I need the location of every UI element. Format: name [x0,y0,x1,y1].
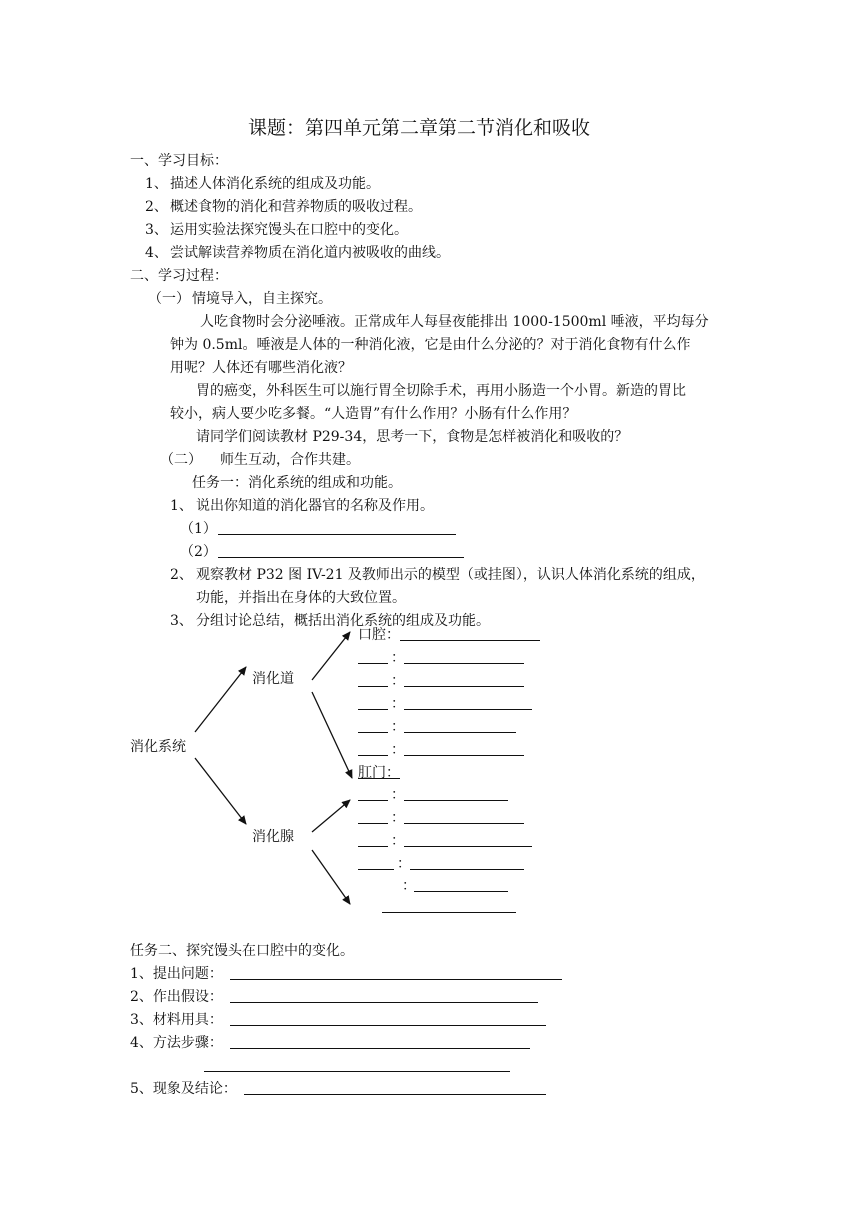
answer-blank[interactable] [404,663,524,664]
task2-step-label: 5、现象及结论： [130,1081,237,1097]
arrow-to-tract [195,667,246,732]
paragraph-line: 胃的癌变，外科医生可以施行胃全切除手术，再用小肠造一个小胃。新造的胃比 [196,383,686,399]
answer-blank[interactable] [410,869,524,870]
answer-blank[interactable] [404,686,524,687]
mouth-label: 口腔： [358,627,400,643]
gland-name-blank[interactable] [358,869,394,870]
task2-heading: 任务二、探究馒头在口腔中的变化。 [130,943,354,959]
section2-title: 师生互动，合作共建。 [220,452,360,468]
paragraph-line: 请同学们阅读教材 P29-34，思考一下，食物是怎样被消化和吸收的？ [196,429,629,445]
organ-name-blank[interactable] [358,663,388,664]
objective-number: 4、 [145,245,168,261]
page-title: 课题：第四单元第二章第二节消化和吸收 [248,117,591,139]
organ-name-blank[interactable] [358,709,388,710]
answer-blank[interactable] [230,979,562,980]
objective-item: 概述食物的消化和营养物质的吸收过程。 [170,199,422,215]
arrow-to-glands [195,758,246,824]
colon-separator: ： [391,810,405,826]
answer-blank[interactable] [404,709,532,710]
colon-separator: ： [391,742,405,758]
task1-heading: 任务一：消化系统的组成和功能。 [192,475,402,491]
objective-number: 3、 [145,222,168,238]
diagram-tract-label: 消化道 [252,671,294,687]
paragraph-line: 较小，病人要少吃多餐。“人造胃”有什么作用？小肠有什么作用？ [170,406,577,422]
colon-separator: ： [402,878,416,894]
question-number: 2、 [170,567,193,583]
answer-blank[interactable] [400,640,540,641]
objective-item: 运用实验法探究馒头在口腔中的变化。 [170,222,408,238]
arrow-glands-up [312,800,350,832]
answer-blank[interactable] [404,846,532,847]
colon-separator: ： [391,787,405,803]
task2-step-label: 1、提出问题： [130,966,223,982]
objectives-heading: 一、学习目标： [130,153,228,169]
paragraph-line: 用呢？人体还有哪些消化液？ [170,360,352,376]
arrow-tract-down [312,692,352,778]
paragraph-line: 人吃食物时会分泌唾液。正常成年人每昼夜能排出 1000-1500ml 唾液，平均每分 [200,314,709,330]
colon-separator: ： [391,833,405,849]
section1-title: 情境导入，自主探究。 [192,291,332,307]
objective-item: 尝试解读营养物质在消化道内被吸收的曲线。 [170,245,450,261]
colon-separator: ： [391,650,405,666]
question-number: 3、 [170,613,193,629]
colon-separator: ： [391,719,405,735]
question-text: 分组讨论总结，概括出消化系统的组成及功能。 [196,613,490,629]
sub-item-label: （1） [180,521,217,537]
task2-step-label: 3、材料用具： [130,1012,223,1028]
arrow-tract-up [312,632,350,680]
colon-separator: ： [391,696,405,712]
gland-name-blank[interactable] [358,846,388,847]
organ-name-blank[interactable] [358,732,388,733]
answer-blank[interactable] [404,823,524,824]
answer-blank[interactable] [244,1094,546,1095]
diagram-glands-label: 消化腺 [252,829,294,845]
objective-number: 1、 [145,176,168,192]
answer-blank[interactable] [404,800,508,801]
objective-item: 描述人体消化系统的组成及功能。 [170,176,380,192]
answer-blank[interactable] [404,732,516,733]
question-text: 功能，并指出在身体的大致位置。 [196,590,406,606]
question-text: 观察教材 P32 图 IV-21 及教师出示的模型（或挂图），认识人体消化系统的组成， [196,567,705,583]
organ-name-blank[interactable] [358,686,388,687]
anus-label: 肛门： [358,765,400,781]
answer-blank[interactable] [204,1071,510,1072]
answer-blank[interactable] [382,912,516,913]
question-number: 1、 [170,498,193,514]
colon-separator: ： [391,673,405,689]
gland-name-blank[interactable] [358,823,388,824]
section2-label: （二） [160,452,202,468]
gland-name-blank[interactable] [358,800,388,801]
answer-blank[interactable] [230,1002,538,1003]
answer-blank[interactable] [414,891,508,892]
sub-item-label: （2） [180,544,217,560]
answer-blank[interactable] [404,755,524,756]
objective-number: 2、 [145,199,168,215]
task2-step-label: 2、作出假设： [130,989,223,1005]
colon-separator: ： [397,856,411,872]
process-heading: 二、学习过程： [130,268,228,284]
answer-blank[interactable] [230,1048,530,1049]
question-text: 说出你知道的消化器官的名称及作用。 [196,498,434,514]
answer-blank[interactable] [230,1025,546,1026]
paragraph-line: 钟为 0.5ml。唾液是人体的一种消化液，它是由什么分泌的？对于消化食物有什么作 [170,337,691,353]
task2-step-label: 4、方法步骤： [130,1035,223,1051]
arrow-glands-down [312,850,350,904]
organ-name-blank[interactable] [358,755,388,756]
section1-label: （一） [148,291,190,307]
diagram-root-label: 消化系统 [130,739,186,755]
